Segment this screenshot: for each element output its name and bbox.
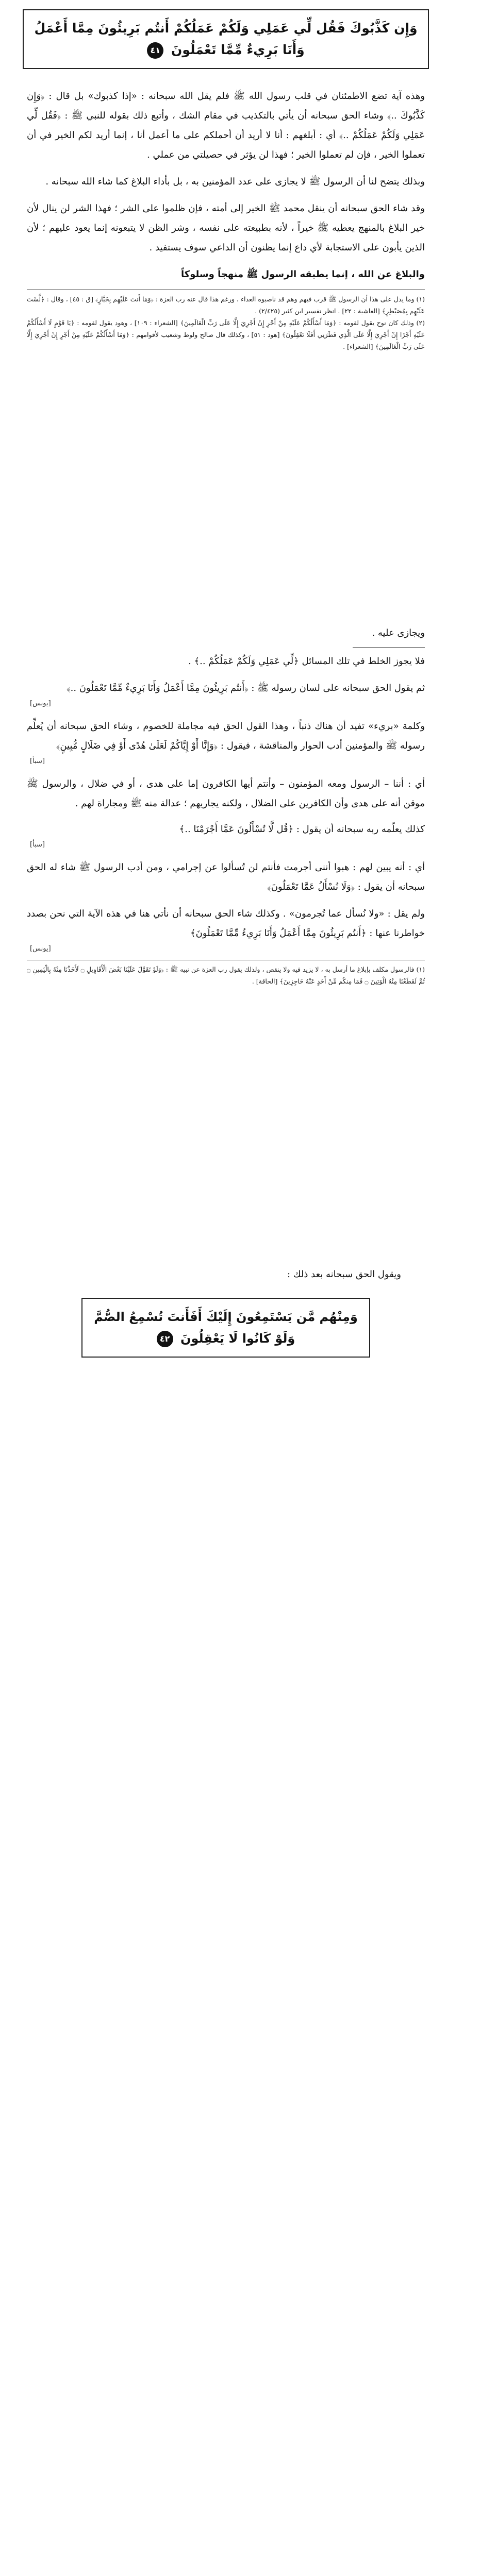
- footnote: (١) وما يدل على هذا أن الرسول ﷺ قرب فيهم وهم قد ناصبوه العداء ، ورغم هذا قال عنه رب العزة : ﴿وَمَا أَنتَ عَلَيْهِم بِجَبَّارٍ﴾ [ق : ٤٥] ، وقال : ﴿لَّسْتَ عَلَيْهِم بِمُصَيْطِرٍ﴾ [الغاشية : ٢٢] . انظر تفسير ابن كثير (٢/٤٢٥) .: [27, 295, 425, 315]
- paragraph: وقد شاء الحق سبحانه أن ينقل محمد ﷺ الخير إلى أمته ، فإن ظلموا على الشر ؛ فهذا الشر لن ينال لأن خير البلاغ بالمنهج يعطيه ﷺ خيراً ، لأنه بطبيعته على نفسه ، وشر الظن لا يتبعونه إنما يعود عليهم ؛ لأن الذين يأبون على الاستجابة لأي داع إنما يظنون أن الداعي سوف يستفيد .: [27, 203, 425, 253]
- verse-box: [23, 9, 429, 69]
- paragraph: أي : أننا – الرسول ومعه المؤمنون – وأنتم أيها الكافرون إما على هدى ، أو في ضلال ، والرسول ﷺ موقن أنه على هدى وأن الكافرين على الضلال ، ولكنه يجاريهم ؛ عدالة منه ﷺ ومجاراة لهم .: [27, 778, 425, 809]
- divider: [353, 647, 425, 648]
- surah-reference: [سبأ]: [30, 757, 45, 765]
- paragraph: ولم يقل : «ولا نُسأل عما تُجرمون» . وكذلك شاء الحق سبحانه أن نأتي هنا في هذه الآية التي نحن بصدد خواطرنا عنها : ﴿أَنتُم بَرِيئُونَ مِمَّا أَعْمَلُ وَأَنَا بَرِيءٌ مِّمَّا تَعْمَلُونَ﴾: [27, 908, 425, 939]
- verse-text: وَإِن كَذَّبُوكَ فَقُل لِّي عَمَلِي وَلَكُمْ عَمَلُكُمْ أَنتُم بَرِيئُونَ مِمَّا أَعْمَلُ وَأَنَا بَرِيءٌ مِّمَّا تَعْمَلُونَ: [34, 21, 418, 57]
- paragraph: ثم يقول الحق سبحانه على لسان رسوله ﷺ : ﴿أَنتُم بَرِيئُونَ مِمَّا أَعْمَلُ وَأَنَا بَرِيءٌ مِّمَّا تَعْمَلُونَ ..﴾: [67, 683, 425, 693]
- paragraph: والبلاغ عن الله ، إنما يطبقه الرسول ﷺ منهجاً وسلوكاً: [181, 269, 425, 280]
- paragraph: أي : أنه يبين لهم : هبوا أننى أجرمت فأنتم لن تُسألوا عن إجرامي ، ومن أدب الرسول ﷺ شاء له الحق سبحانه أن يقول : ﴿وَلَا نُسْأَلُ عَمَّا تَعْمَلُونَ﴾: [27, 862, 425, 892]
- surah-reference: [يونس]: [30, 700, 51, 707]
- paragraph: كذلك يعلّمه ربه سبحانه أن يقول : ﴿قُل لَّا تُسْأَلُونَ عَمَّا أَجْرَمْنَا ..﴾: [179, 824, 425, 835]
- book-page-3: [20, 1244, 432, 1358]
- paragraph: وهذه آية تضع الاطمئنان في قلب رسول الله ﷺ فلم يقل الله سبحانه : «إذا كذبوك» بل قال : ﴿وَإِن كَذَّبُوكَ ..﴾ وشاء الحق سبحانه أن يأتي بالتكذيب في مقام الشك ، وأتبع ذلك بقوله للنبي ﷺ : ﴿فَقُل لِّي عَمَلِي وَلَكُمْ عَمَلُكُمْ ..﴾ أي : أبلغهم : أنا لا أريد أن أحملكم على ما أعمل أنا ، إنما أريد لكم الخير في أن تعملوا الخير ، فإن لم تعملوا الخير ؛ فهذا لن يؤثر في حصيلتي من عملي .: [27, 91, 425, 160]
- footnote: (٢) وذلك كان نوح يقول لقومه : ﴿وَمَا أَسْأَلُكُمْ عَلَيْهِ مِنْ أَجْرٍ إِنْ أَجْرِيَ إِلَّا عَلَى رَبِّ الْعَالَمِينَ﴾ [الشعراء : ١٠٩] ، وهود يقول لقومه : ﴿يَا قَوْمِ لَا أَسْأَلُكُمْ عَلَيْهِ أَجْرًا إِنْ أَجْرِيَ إِلَّا عَلَى الَّذِي فَطَرَنِي أَفَلَا تَعْقِلُونَ﴾ [هود : ٥١] ، وكذلك قال صالح ولوط وشعيب لأقوامهم : ﴿وَمَا أَسْأَلُكُمْ عَلَيْهِ مِنْ أَجْرٍ إِنْ أَجْرِيَ إِلَّا عَلَى رَبِّ الْعَالَمِينَ﴾ [الشعراء] .: [27, 319, 425, 350]
- paragraph: وكلمة «بريء» تفيد أن هناك ذنباً ، وهذا القول الحق فيه مجاملة للخصوم ، وشاء الحق سبحانه أن يُعلِّم رسوله ﷺ والمؤمنين أدب الحوار والمناقشة ، فيقول : ﴿وَإِنَّا أَوْ إِيَّاكُمْ لَعَلَىٰ هُدًى أَوْ فِي ضَلَالٍ مُّبِينٍ﴾: [27, 721, 425, 751]
- verse-text: وَمِنْهُم مَّن يَسْتَمِعُونَ إِلَيْكَ أَفَأَنتَ تُسْمِعُ الصُّمَّ وَلَوْ كَانُوا لَا يَعْقِلُونَ: [94, 1310, 358, 1346]
- paragraph: ويقول الحق سبحانه بعد ذلك :: [287, 1269, 401, 1280]
- paragraph: فلا يجوز الخلط في تلك المسائل ﴿لِّي عَمَلِي وَلَكُمْ عَمَلُكُمْ ..﴾ .: [188, 656, 425, 667]
- book-page-2: [20, 623, 432, 987]
- verse-box: [81, 1298, 370, 1358]
- paragraph: وبذلك يتضح لنا أن الرسول ﷺ لا يجازى على عدد المؤمنين به ، بل بأداء البلاغ كما شاء الله سبحانه .: [45, 176, 425, 187]
- surah-reference: [سبأ]: [30, 841, 45, 849]
- surah-reference: [يونس]: [30, 945, 51, 953]
- book-page-1: [20, 9, 432, 352]
- verse-number: ٤٢: [157, 1331, 173, 1347]
- footnote: (١) فالرسول مكلف بإبلاغ ما أرسل به ، لا يزيد فيه ولا ينقص ، ولذلك يقول رب العزة عن نبيه ﷺ : ﴿وَلَوْ تَقَوَّلَ عَلَيْنَا بَعْضَ الْأَقَاوِيلِ ۝ لَأَخَذْنَا مِنْهُ بِالْيَمِينِ ۝ ثُمَّ لَقَطَعْنَا مِنْهُ الْوَتِينَ ۝ فَمَا مِنكُم مِّنْ أَحَدٍ عَنْهُ حَاجِزِينَ﴾ [الحاقة] .: [27, 965, 425, 985]
- verse-number: ٤١: [147, 42, 163, 59]
- paragraph: ويجازى عليه .: [372, 628, 425, 638]
